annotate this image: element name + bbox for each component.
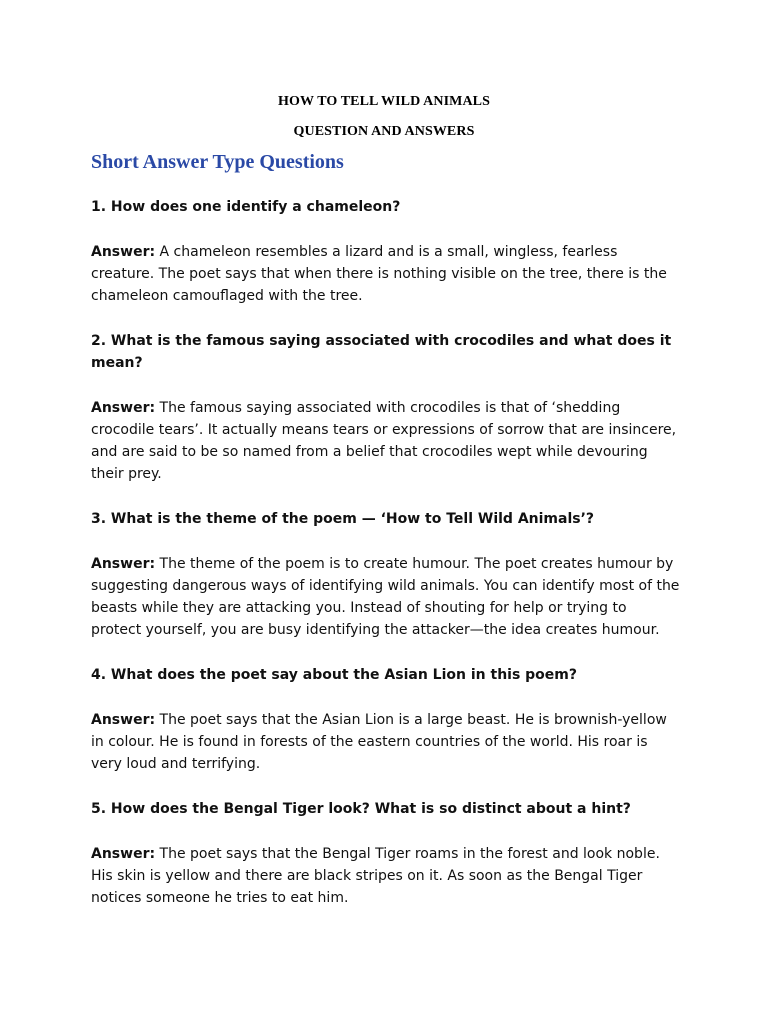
answer-4 — [91, 709, 681, 775]
section-heading: Short Answer Type Questions — [91, 151, 344, 173]
answer-label: Answer: — [91, 556, 156, 572]
answer-text: The poet says that the Asian Lion is a large beast. He is brownish-yellow in colour. He is found in forests of the eastern countries of the world. His roar is very loud and terrifying. — [91, 712, 667, 772]
question-3: 3. What is the theme of the poem — ‘How to Tell Wild Animals’? — [91, 511, 595, 527]
question-1: 1. How does one identify a chameleon? — [91, 199, 401, 215]
answer-text: A chameleon resembles a lizard and is a small, wingless, fearless creature. The poet says that when there is nothing visible on the tree, there is the chameleon camouflaged with the tree. — [91, 244, 667, 304]
qa-list — [91, 196, 681, 932]
answer-label: Answer: — [91, 400, 156, 416]
answer-2 — [91, 397, 681, 485]
document-subtitle: QUESTION AND ANSWERS — [293, 124, 475, 139]
question-5: 5. How does the Bengal Tiger look? What is so distinct about a hint? — [91, 801, 631, 817]
answer-text: The poet says that the Bengal Tiger roams in the forest and look noble. His skin is yellow and there are black stripes on it. As soon as the Bengal Tiger notices someone he tries to eat him. — [91, 846, 660, 906]
answer-label: Answer: — [91, 712, 156, 728]
question-2: 2. What is the famous saying associated with crocodiles and what does it mean? — [91, 333, 672, 371]
answer-label: Answer: — [91, 244, 156, 260]
answer-5 — [91, 843, 681, 909]
answer-label: Answer: — [91, 846, 156, 862]
answer-1 — [91, 241, 681, 307]
document-title: HOW TO TELL WILD ANIMALS — [278, 94, 490, 109]
answer-3 — [91, 553, 681, 641]
question-4: 4. What does the poet say about the Asian Lion in this poem? — [91, 667, 578, 683]
answer-text: The theme of the poem is to create humour. The poet creates humour by suggesting dangerous ways of identifying wild animals. You can identify most of the beasts while they are attacking you. Instead of shouting for help or trying to protect yourself, you are busy identifying the attacker—the idea creates humour. — [91, 556, 680, 638]
answer-text: The famous saying associated with crocodiles is that of ‘shedding crocodile tears’. It actually means tears or expressions of sorrow that are insincere, and are said to be so named from a belief that crocodiles wept while devouring their prey. — [91, 400, 677, 482]
